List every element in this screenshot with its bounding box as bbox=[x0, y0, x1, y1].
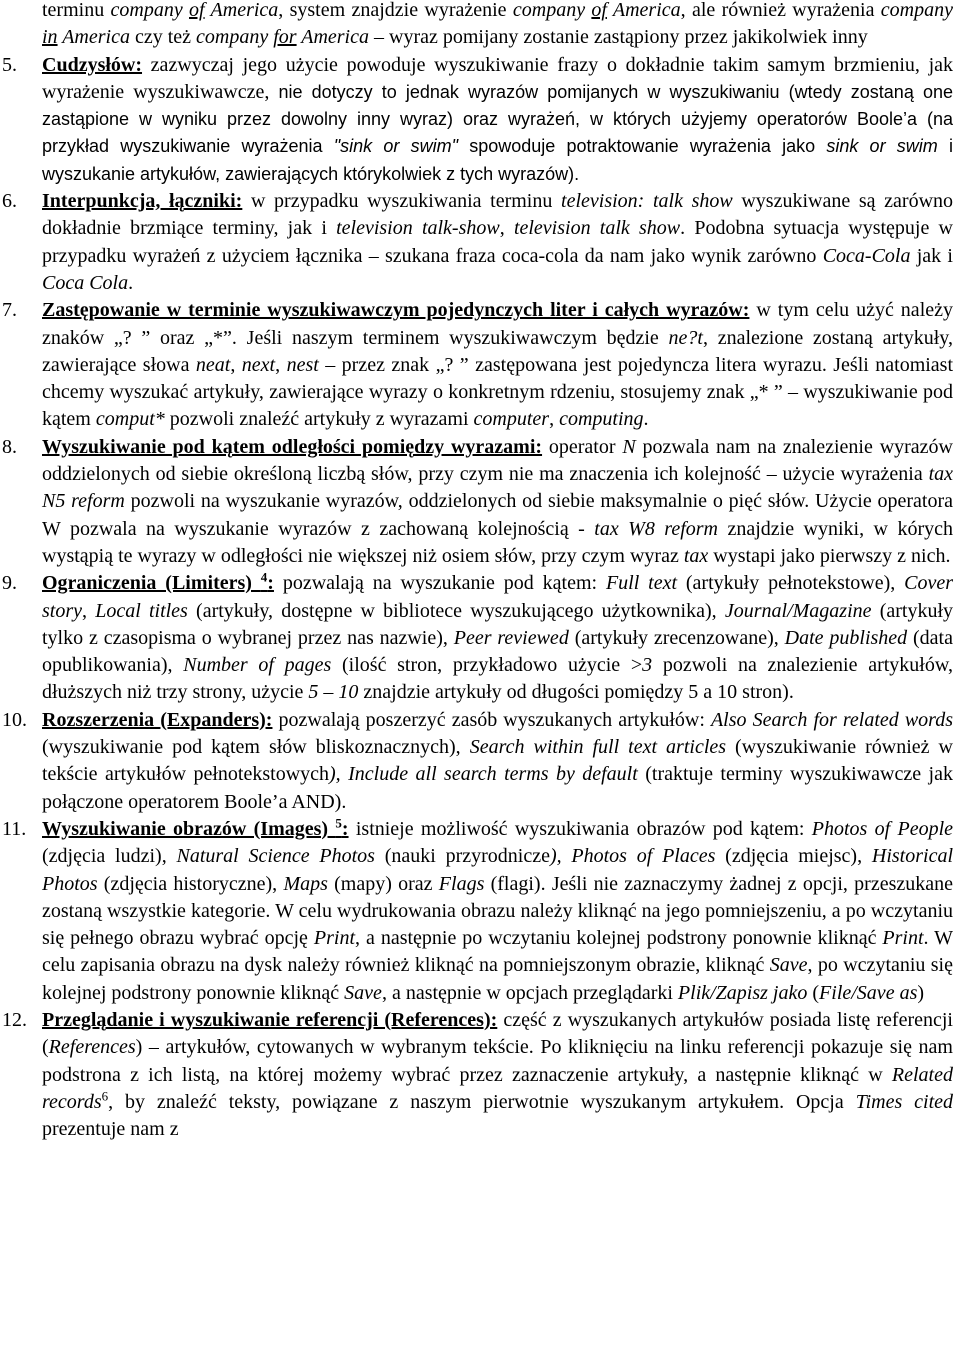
item-heading: Ograniczenia (Limiters) $^4$: bbox=[42, 569, 274, 595]
item-heading: Interpunkcja, łączniki: bbox=[42, 190, 243, 213]
item-4-continuation: terminu company of America, system znajdzie wyrażenie company of America, ale również wyrażenia company in America czy też company for America – wyraz pomijany zostanie zastąpiony przez jakikolwiek inny bbox=[42, 0, 953, 49]
list-item-6: 6. Interpunkcja, łączniki: w przypadku wyszukiwania terminu television: talk show wyszukiwane są zarówno dokładnie brzmiące terminy, jak i television talk-show, television talk show. Podobna sytuacja występuje w przypadku wyrażeń z użyciem łącznika – szukana fraza coca-cola da nam jako wynik zarówno Coca-Cola jak i Coca Cola. bbox=[2, 190, 954, 294]
item-heading: Przeglądanie i wyszukiwanie referencji (References): bbox=[42, 1008, 498, 1031]
item-heading: Rozszerzenia (Expanders): bbox=[42, 708, 273, 731]
item-number: 11. bbox=[2, 817, 27, 840]
footnote-ref: 5 bbox=[335, 815, 342, 831]
list-item-9: 9. Ograniczenia (Limiters) $^4$: pozwalają na wyszukanie pod kątem: Full text (artykuły pełnotekstowe), Cover story, Local titles (artykuły, dostępne w bibliotece wyszukującego użytkownika), Journal/Magazine (artykuły tylko z czasopisma o wybranej przez nas nazwie), Peer reviewed (artykuły zrecenzowane), Date published (data opublikowania), Number of pages (ilość stron, przykładowo użycie >3 pozwoli na znalezienie artykułów, dłuższych niż trzy strony, użycie 5 – 10 znajdzie artykuły od długości pomiędzy 5 a 10 stron). bbox=[2, 569, 954, 704]
list-item-8: 8. Wyszukiwanie pod kątem odległości pomiędzy wyrazami: operator N pozwala nam na znalezienie wyrazów oddzielonych od siebie określoną liczbą słów, przy czym nie ma znaczenia ich kolejność – użycie wyrażenia tax N5 reform pozwoli na wyszukanie wyrazów, oddzielonych od siebie maksymalnie o pięć słów. Użycie operatora W pozwala na wyszukanie wyrazów z zachowaną kolejnością - tax W8 reform znajdzie wyniki, w kórych wystąpią te wyrazy w odległości nie większej niż osiem słów, przy czym wyraz tax wystapi jako pierwszy z nich. bbox=[2, 435, 954, 567]
list-item-7: 7. Zastępowanie w terminie wyszukiwawczym pojedynczych liter i całych wyrazów: w tym celu użyć należy znaków „? ” oraz „*”. Jeśli naszym terminem wyszukiwawczym będzie ne?t, znalezione zostaną artykuły, zawierające słowa neat, next, nest – przez znak „? ” zastępowana jest pojedyncza litera wyrazu. Jeśli natomiast chcemy wyszukać artykuły, zawierające wyrazy o konkretnym rdzeniu, stosujemy znak „* ” – wyszukiwanie pod kątem comput* pozwoli znaleźć artykuły z wyrazami computer, computing. bbox=[2, 299, 954, 431]
list-item-11: 11. Wyszukiwanie obrazów (Images) $^5$: istnieje możliwość wyszukiwania obrazów pod kątem: Photos of People (zdjęcia ludzi), Natural Science Photos (nauki przyrodnicze), Photos of Places (zdjęcia miejsc), Historical Photos (zdjęcia historyczne), Maps (mapy) oraz Flags (flagi). Jeśli nie zaznaczymy żadnej z opcji, przeszukane zostaną wszystkie kategorie. W celu wydrukowania obrazu należy kliknąć na jego pomniejszeniu, a po wczytaniu się pełnego obrazu wybrać opcję Print, a następnie po wczytaniu kolejnej podstrony ponownie kliknąć Print. W celu zapisania obrazu na dysk należy również kliknąć na pomniejszonym obrazie, kliknąć Save, po wczytaniu się kolejnej podstrony ponownie kliknąć Save, a następnie w opcjach przeglądarki Plik/Zapisz jako (File/Save as) bbox=[2, 815, 954, 1004]
item-heading: Cudzysłów: bbox=[42, 53, 143, 76]
list-item-12: 12. Przeglądanie i wyszukiwanie referencji (References): część z wyszukanych artykułów posiada listę referencji (References) – artykułów, cytowanych w wybranym tekście. Po kliknięciu na linku referencji pokazuje się nam podstrona z ich listą, na której możemy wybrać przez zaznaczenie artykuły, a następnie kliknąć w Related records$^6$, by znaleźć teksty, powiązane z naszym pierwotnie wyszukanym artykułem. Opcja Times cited prezentuje nam z bbox=[2, 1008, 954, 1141]
footnote-ref: 6 bbox=[101, 1088, 109, 1104]
item-heading: Wyszukiwanie pod kątem odległości pomiędzy wyrazami: bbox=[42, 435, 543, 458]
item-number: 6. bbox=[2, 190, 17, 213]
list-item-5: 5. Cudzysłów: zazwyczaj jego użycie powoduje wyszukiwanie frazy o dokładnie takim samym brzmieniu, jak wyrażenie wyszukiwawcze, nie dotyczy to jednak wyrazów pomijanych w wyszukiwaniu (wtedy zostaną one zastąpione w wyniku przez dowolny inny wyraz) oraz wyrażeń, w których użyjemy operatorów Boole’a (na przykład wyszukiwanie wyrażenia "sink or swim" spowoduje potraktowanie wyrażenia jako sink or swim i wyszukanie artykułów, zawierających którykolwiek z tych wyrazów). bbox=[2, 53, 954, 184]
item-number: 8. bbox=[2, 435, 17, 458]
item-number: 9. bbox=[2, 572, 17, 595]
item-number: 5. bbox=[2, 53, 17, 76]
footnote-ref: 4 bbox=[260, 569, 268, 585]
list-item-10: 10. Rozszerzenia (Expanders): pozwalają poszerzyć zasób wyszukanych artykułów: Also Search for related words (wyszukiwanie pod kątem słów bliskoznacznych), Search within full text articles (wyszukiwanie również w tekście artykułów pełnotekstowych), Include all search terms by default (traktuje terminy wyszukiwawcze jak połączone operatorem Boole’a AND). bbox=[2, 708, 953, 813]
item-heading: Zastępowanie w terminie wyszukiwawczym pojedynczych liter i całych wyrazów: bbox=[42, 299, 750, 322]
item-number: 12. bbox=[2, 1008, 27, 1031]
item-number: 7. bbox=[2, 299, 17, 322]
item-number: 10. bbox=[2, 708, 27, 731]
item-heading: Wyszukiwanie obrazów (Images) $^5$: bbox=[42, 815, 349, 840]
